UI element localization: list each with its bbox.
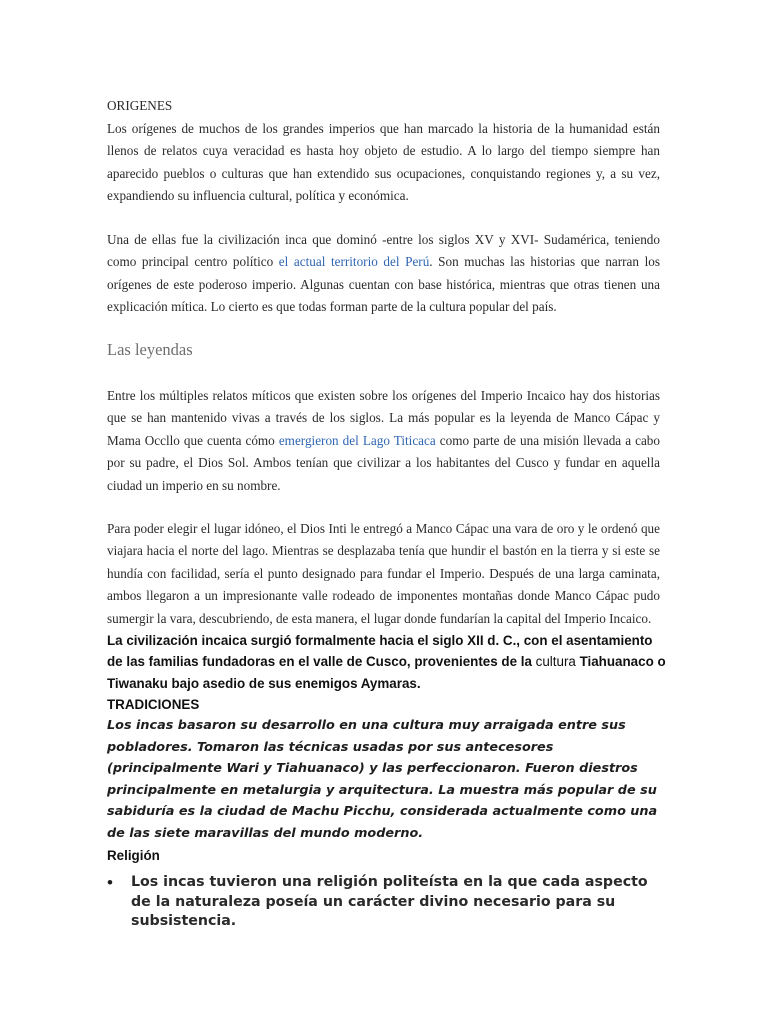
- origenes-paragraph-1: Los orígenes de muchos de los grandes imperios que han marcado la historia de la humanidad están llenos de relatos cuya veracidad es hasta hoy objeto de estudio. A lo largo del tiempo siempre han aparecido pueblos o culturas que han extendido sus ocupaciones, conquistando regiones y, a su vez, expandiendo su influencia cultural, política y económica.: [107, 121, 660, 204]
- cultura-word: cultura: [535, 654, 576, 670]
- leyendas-paragraph-1-text-a: Entre los múltiples relatos míticos que existen sobre los orígenes del Imperio Incaico hay dos historias que se han mantenido vivas a través de los siglos. La más popular es la leyenda de Manco Cápac y Mama Occllo que cuenta cómo: [107, 388, 660, 448]
- origenes-paragraph-2-text-b: . Son muchas las historias que narran los orígenes de este poderoso imperio. Algunas cuentan con base histórica, mientras que otras tienen una explicación mítica. Lo cierto es que todas forman parte de la cultura popular del país.: [107, 254, 660, 315]
- religion-bullet-text: Los incas tuvieron una religión politeísta en la que cada aspecto de la naturaleza poseía un carácter divino necesario para su subsistencia.: [131, 874, 648, 929]
- bullet-icon: •: [107, 873, 113, 892]
- list-item: [107, 873, 667, 932]
- religion-heading: Religión: [107, 848, 160, 863]
- incaica-text-b: Tiahuanaco o Tiwanaku bajo asedio de sus enemigos Aymaras.: [107, 654, 666, 691]
- incaica-text-a: La civilización incaica surgió formalmente hacia el siglo XII d. C., con el asentamiento de las familias fundadoras en el valle de Cusco, provenientes de la: [107, 633, 653, 670]
- religion-bullet-list: [107, 873, 667, 932]
- tradiciones-paragraph: Los incas basaron su desarrollo en una cultura muy arraigada entre sus pobladores. Tomaron las técnicas usadas por sus antecesores (principalmente Wari y Tiahuanaco) y las perfeccionaron. Fueron diestros principalmente en metalurgia y arquitectura. La muestra más popular de su sabiduría es la ciudad de Machu Picchu, considerada actualmente como una de las siete maravillas del mundo moderno.: [107, 718, 658, 841]
- leyendas-paragraph-1-text-b: como parte de una misión llevada a cabo por su padre, el Dios Sol. Ambos tenían que civilizar a los habitantes del Cusco y fundar en aquella ciudad un imperio en su nombre.: [107, 432, 660, 493]
- incaica-bold-paragraph: [107, 630, 667, 694]
- peru-territory-link[interactable]: el actual territorio del Perú: [278, 254, 430, 270]
- leyendas-heading: Las leyendas: [107, 340, 193, 359]
- leyendas-paragraph-2: Para poder elegir el lugar idóneo, el Dios Inti le entregó a Manco Cápac una vara de oro y le ordenó que viajara hacia el norte del lago. Mientras se desplazaba tenía que hundir el bastón en la tierra y si este se hundía con facilidad, sería el punto designado para fundar el Imperio. Después de una larga caminata, ambos llegaron a un impresionante valle rodeado de imponentes montañas donde Manco Cápac pudo sumergir la vara, descubriendo, de esta manera, el lugar donde fundarían la capital del Imperio Incaico.: [107, 521, 660, 626]
- origenes-paragraph-2: [107, 229, 660, 319]
- origenes-heading: ORIGENES: [107, 98, 173, 113]
- leyendas-paragraph-1: [107, 385, 660, 497]
- tradiciones-heading: TRADICIONES: [107, 697, 200, 712]
- origenes-paragraph-2-text-a: Una de ellas fue la civilización inca que dominó -entre los siglos XV y XVI- Sudamérica, teniendo como principal centro político: [107, 232, 660, 270]
- titicaca-link[interactable]: emergieron del Lago Titicaca: [278, 432, 436, 448]
